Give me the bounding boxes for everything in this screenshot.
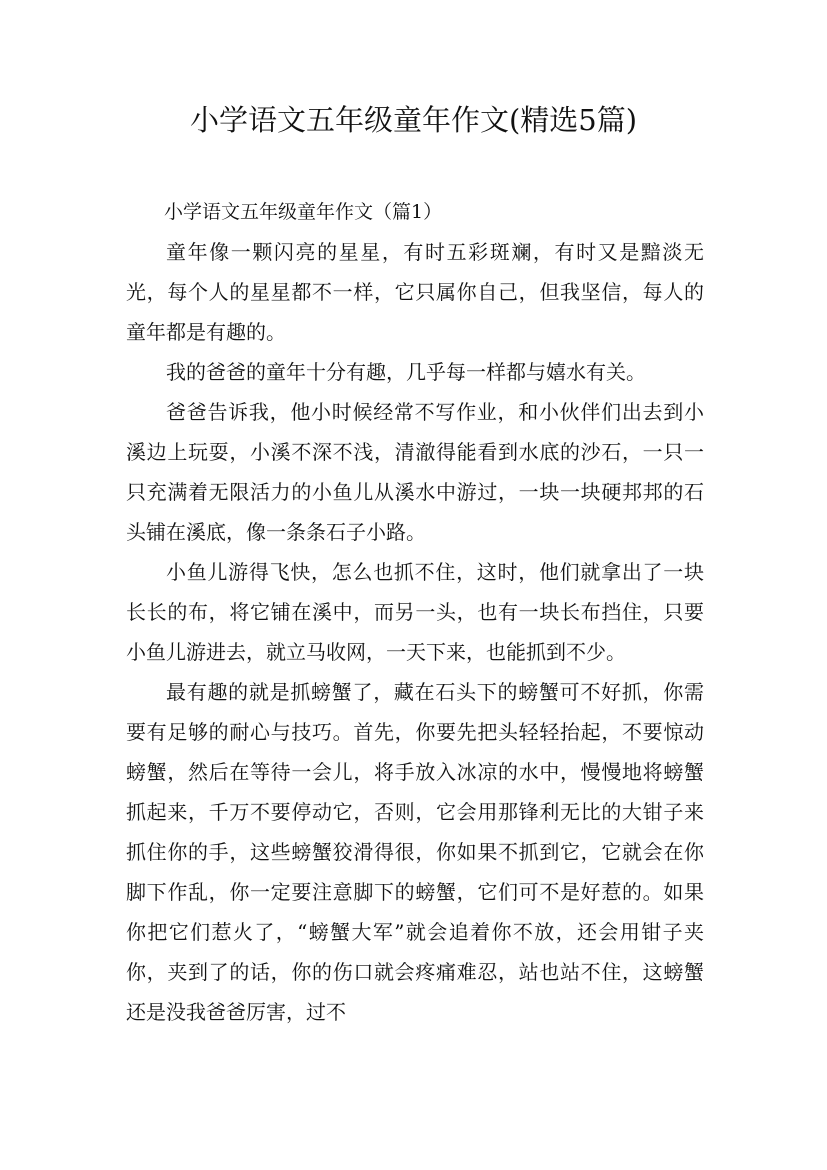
paragraph-4: 小鱼儿游得飞快，怎么也抓不住，这时，他们就拿出了一块长长的布，将它铺在溪中，而另一头，也有一块长布挡住，只要小鱼儿游进去，就立马收网，一天下来，也能抓到不少。 <box>126 560 704 664</box>
document-title: 小学语文五年级童年作文(精选5篇) <box>189 103 638 137</box>
paragraph-2: 我的爸爸的童年十分有趣，几乎每一样都与嬉水有关。 <box>166 360 646 384</box>
paragraph-1: 童年像一颗闪亮的星星，有时五彩斑斓，有时又是黯淡无光，每个人的星星都不一样，它只属你自己，但我坚信，每人的童年都是有趣的。 <box>126 240 704 344</box>
paragraph-3: 爸爸告诉我，他小时候经常不写作业，和小伙伴们出去到小溪边上玩耍，小溪不深不浅，清澈得能看到水底的沙石，一只一只充满着无限活力的小鱼儿从溪水中游过，一块一块硬邦邦的石头铺在溪底，像一条条石子小路。 <box>126 400 704 544</box>
paragraph-5: 最有趣的就是抓螃蟹了，藏在石头下的螃蟹可不好抓，你需要有足够的耐心与技巧。首先，你要先把头轻轻抬起，不要惊动螃蟹，然后在等待一会儿，将手放入冰凉的水中，慢慢地将螃蟹抓起来，千万不要停动它，否则，它会用那锋利无比的大钳子来抓住你的手，这些螃蟹狡滑得很，你如果不抓到它，它就会在你脚下作乱，你一定要注意脚下的螃蟹，它们可不是好惹的。如果你把它们惹火了，“螃蟹大军”就会追着你不放，还会用钳子夹你，夹到了的话，你的伤口就会疼痛难忍，站也站不住，这螃蟹还是没我爸爸厉害，过不 <box>126 680 704 1024</box>
document-body <box>126 192 704 1032</box>
section-heading: 小学语文五年级童年作文（篇1） <box>164 201 443 223</box>
